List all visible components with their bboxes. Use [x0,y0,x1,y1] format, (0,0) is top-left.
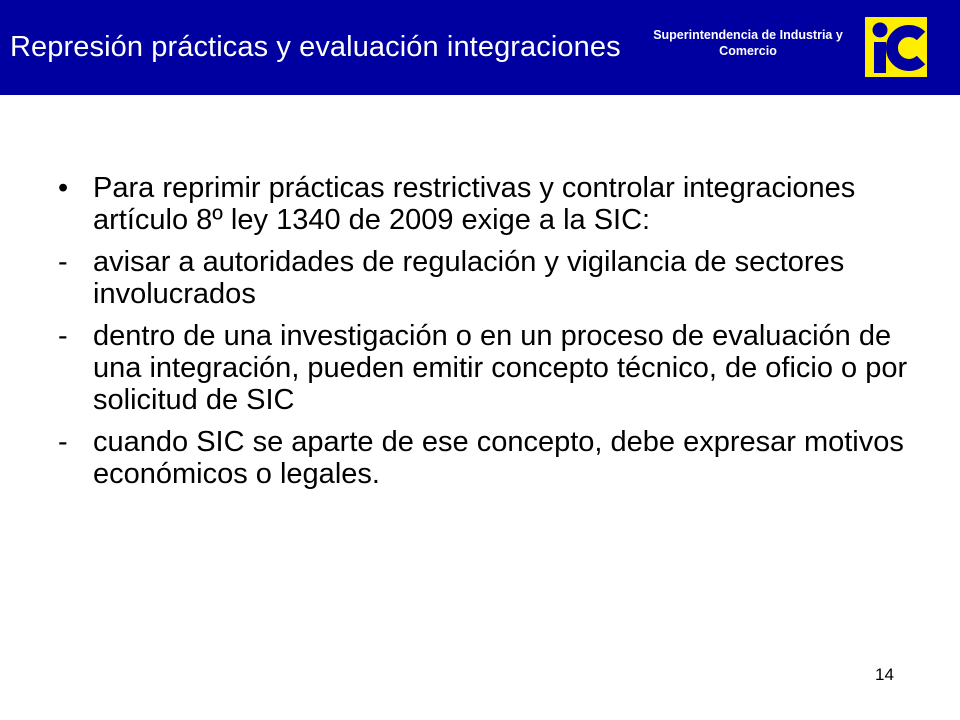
list-item-text: avisar a autoridades de regulación y vigilancia de sectores involucrados [93,246,845,310]
organization-name-line-1: Superintendencia de Industria y [653,28,843,42]
slide-body [57,172,917,500]
dash-marker: - [58,426,68,458]
slide-title: Represión prácticas y evaluación integraciones [10,31,621,63]
list-item-text: cuando SIC se aparte de ese concepto, debe expresar motivos económicos o legales. [93,426,904,490]
list-item-text: Para reprimir prácticas restrictivas y controlar integraciones artículo 8º ley 1340 de 2009 exige a la SIC: [93,172,856,236]
slide-header [0,0,960,95]
dash-marker: - [58,320,68,352]
list-item [57,426,917,490]
list-item [57,246,917,310]
sic-logo-icon [865,17,927,77]
bullet-marker: • [58,172,69,204]
page-number: 14 [875,665,894,684]
list-item-text: dentro de una investigación o en un proceso de evaluación de una integración, pueden emitir concepto técnico, de oficio o por solicitud de SIC [93,320,908,416]
organization-name-line-2: Comercio [719,44,777,58]
organization-name [638,27,858,59]
list-item [57,320,917,416]
dash-marker: - [58,246,68,278]
list-item [57,172,917,236]
